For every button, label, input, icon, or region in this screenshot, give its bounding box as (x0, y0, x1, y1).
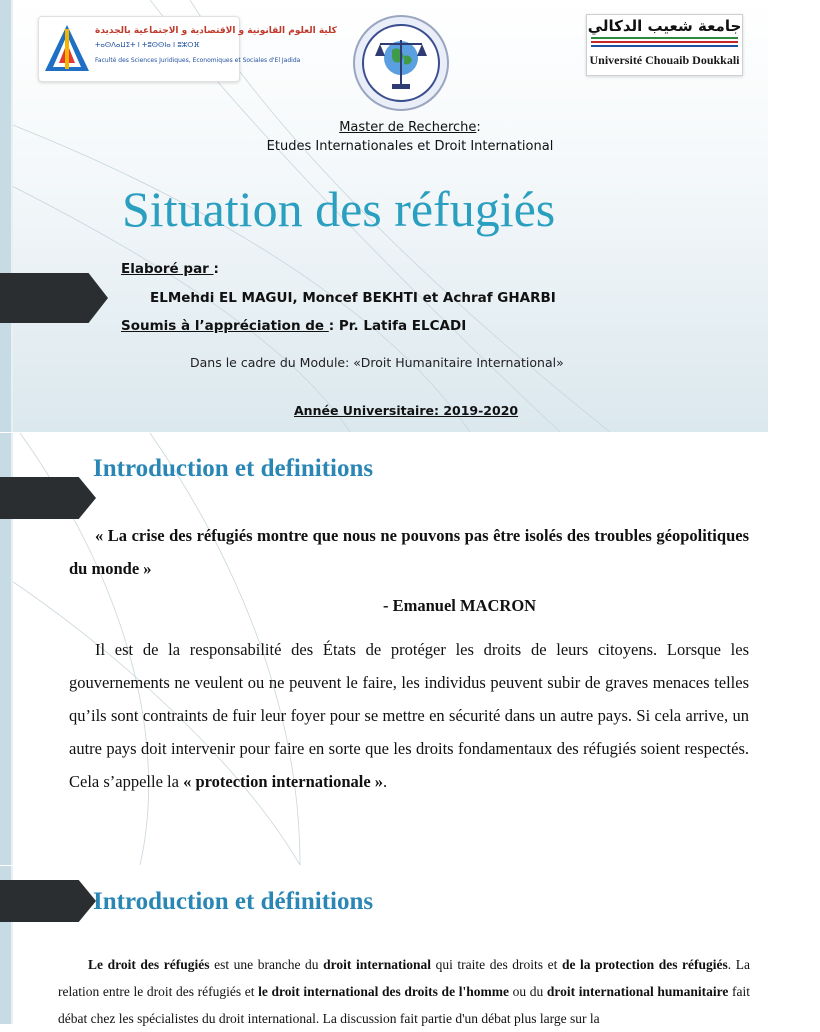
logo-bar-green (591, 37, 738, 39)
university-logo (586, 14, 743, 76)
logo-bar-red (591, 41, 738, 43)
master-label: Master de Recherche: (339, 120, 481, 135)
section-title: Introduction et définitions (93, 888, 374, 915)
university-name-french: Université Chouaib Doukkali (589, 53, 740, 67)
faculty-name-french: Faculté des Sciences Juridiques, Economiques et Sociales d'El Jadida (95, 57, 301, 64)
justice-globe-seal-icon (352, 14, 450, 112)
master-subtitle: Etudes Internationales et Droit International (266, 139, 554, 154)
logo-bar-blue (591, 45, 738, 47)
section-title: Introduction et definitions (93, 455, 374, 482)
faculty-emblem-icon (43, 23, 91, 75)
module-line: Dans le cadre du Module: «Droit Humanitaire International» (190, 355, 564, 370)
slide-title: Situation des réfugiés (122, 181, 556, 237)
arrow-tab (0, 477, 96, 519)
soumis-line: Soumis à l’appréciation de : Pr. Latifa ELCADI (121, 318, 467, 334)
faculty-name-arabic: كلية العلوم القانونية و الاقتصادية و الاجتماعية بالجديدة (95, 26, 337, 36)
left-accent-stripe (0, 0, 11, 432)
academic-year: Année Universitaire: 2019-2020 (294, 403, 519, 418)
arrow-tab (0, 273, 108, 323)
protection-paragraph: Il est de la responsabilité des États de protéger les droits de leurs citoyens. Lorsque les gouvernements ne veulent ou ne peuvent le faire, les individus peuvent subir de graves menaces telles qu’ils sont contraints de fuir leur foyer pour se mettre en sécurité dans un autre pays. Si cela arrive, un autre pays doit intervenir pour faire en sorte que les droits fondamentaux des réfugiés soient respectés. Cela s’appelle la « protection internationale ». (69, 640, 749, 791)
authors-line: ELMehdi EL MAGUI, Moncef BEKHTI et Achraf GHARBI (150, 290, 556, 306)
faculty-name-tifinagh: ⵜⴰⵙⴷⴰⵡⵉⵜ ⵏ ⵜⵓⵙⵙⵏⴰ ⵏ ⵓⵣⵔⴼ (95, 41, 200, 49)
faculty-logo (38, 16, 337, 82)
university-name-arabic: جامعة شعيب الدكالي (587, 17, 742, 35)
elabore-label: Elaboré par : (121, 261, 219, 277)
title-slide (0, 0, 768, 432)
quote-author: - Emanuel MACRON (383, 596, 537, 615)
refugee-law-paragraph: Le droit des réfugiés est une branche du droit international qui traite des droits et de la protection des réfugiés. La relation entre le droit des réfugiés et le droit international des droits de l'homme ou du droit international humanitaire fait débat chez les spécialistes du droit international. La discussion fait partie d'un débat plus large sur la (58, 957, 750, 1026)
arrow-tab (0, 880, 96, 922)
macron-quote: « La crise des réfugiés montre que nous ne pouvons pas être isolés des troubles géopolitiques du monde » (69, 526, 749, 578)
